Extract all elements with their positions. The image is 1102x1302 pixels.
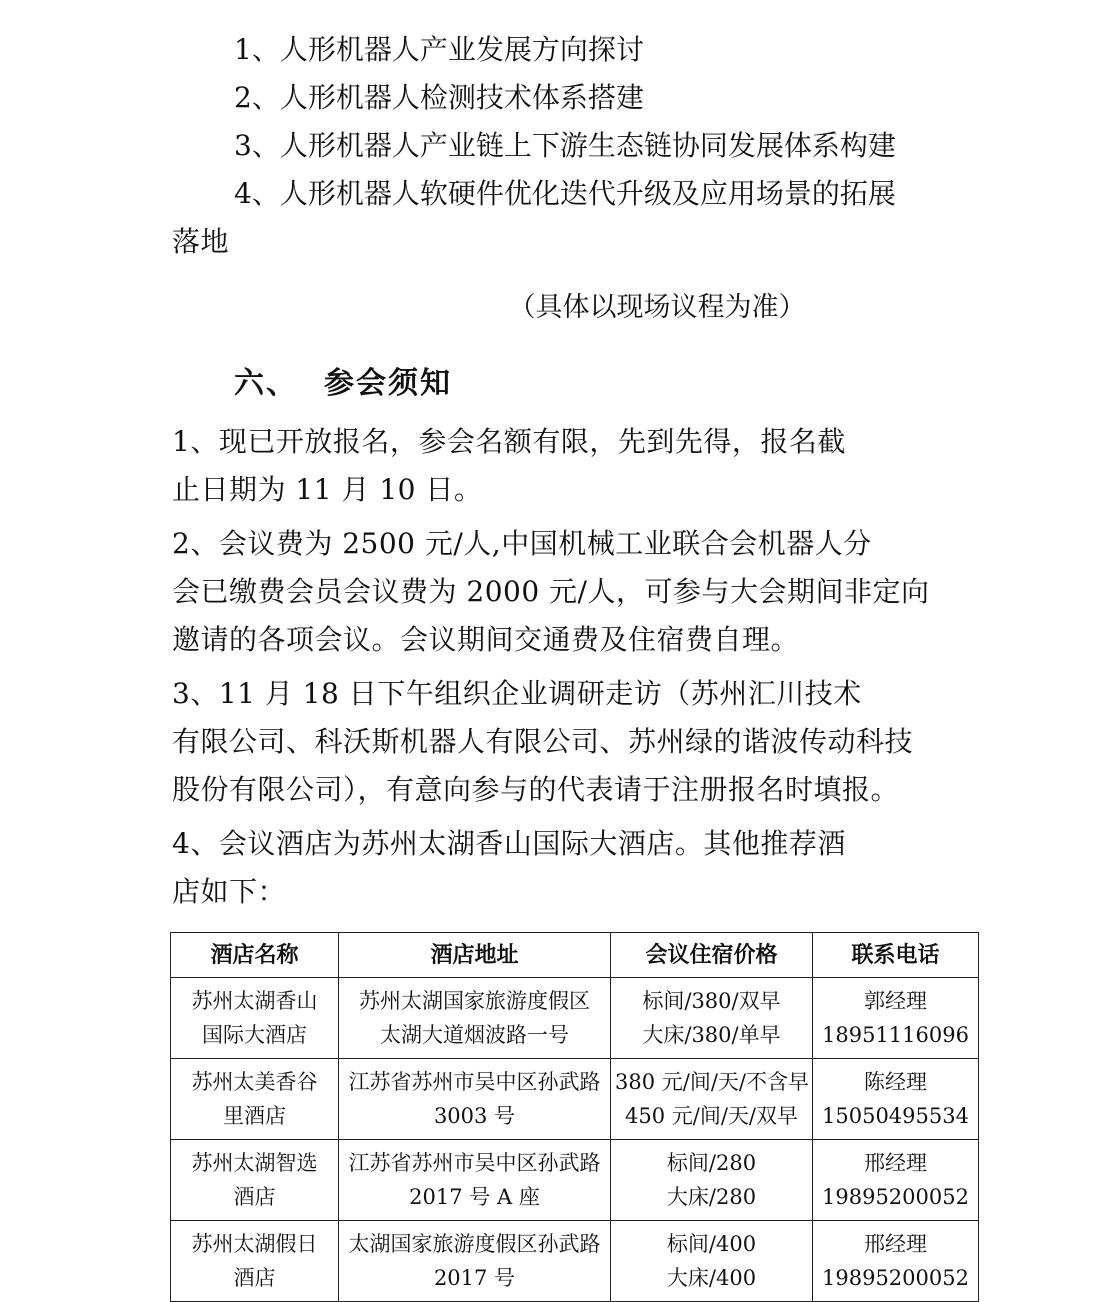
table-row xyxy=(171,1221,979,1302)
notice-1-line-2: 止日期为 11 月 10 日。 xyxy=(172,473,483,506)
cell-hotel-name: 苏州太湖假日 酒店 xyxy=(171,1221,339,1302)
notice-3-line-1: 3、11 月 18 日下午组织企业调研走访（苏州汇川技术 xyxy=(172,677,862,710)
cell-price: 标间/280 大床/280 xyxy=(611,1140,813,1221)
notice-1-line-1: 1、现已开放报名，参会名额有限，先到先得，报名截 xyxy=(172,425,846,458)
notice-2 xyxy=(172,520,962,664)
notice-2-line-3: 邀请的各项会议。会议期间交通费及住宿费自理。 xyxy=(172,623,800,656)
notice-3-line-3: 股份有限公司），有意向参与的代表请于注册报名时填报。 xyxy=(172,773,900,806)
cell-contact: 邢经理 19895200052 xyxy=(813,1221,979,1302)
notice-1 xyxy=(172,418,962,514)
cell-hotel-name: 苏州太美香谷 里酒店 xyxy=(171,1059,339,1140)
hotel-table xyxy=(170,932,979,1302)
cell-price: 380 元/间/天/不含早 450 元/间/天/双早 xyxy=(611,1059,813,1140)
cell-contact: 邢经理 19895200052 xyxy=(813,1140,979,1221)
cell-price: 标间/380/双早 大床/380/单早 xyxy=(611,978,813,1059)
notice-4-line-2: 店如下： xyxy=(172,875,287,908)
cell-hotel-address: 太湖国家旅游度假区孙武路 2017 号 xyxy=(339,1221,611,1302)
cell-hotel-address: 江苏省苏州市吴中区孙武路 2017 号 A 座 xyxy=(339,1140,611,1221)
section-heading-title: 参会须知 xyxy=(324,366,452,401)
table-row xyxy=(171,978,979,1059)
table-header-hotel-address: 酒店地址 xyxy=(339,933,611,978)
notice-3-line-2: 有限公司、科沃斯机器人有限公司、苏州绿的谐波传动科技 xyxy=(172,725,914,758)
agenda-note: （具体以现场议程为准） xyxy=(508,292,806,323)
cell-contact: 郭经理 18951116096 xyxy=(813,978,979,1059)
notice-2-line-2: 会已缴费会员会议费为 2000 元/人，可参与大会期间非定向 xyxy=(172,575,930,608)
table-row xyxy=(171,1059,979,1140)
cell-hotel-address: 苏州太湖国家旅游度假区 太湖大道烟波路一号 xyxy=(339,978,611,1059)
agenda-item-4-continuation: 落地 xyxy=(172,225,230,258)
table-header-hotel-name: 酒店名称 xyxy=(171,933,339,978)
table-header-row xyxy=(171,933,979,978)
notice-2-line-1: 2、会议费为 2500 元/人,中国机械工业联合会机器人分 xyxy=(172,527,872,560)
cell-price: 标间/400 大床/400 xyxy=(611,1221,813,1302)
table-header-price: 会议住宿价格 xyxy=(611,933,813,978)
notice-3 xyxy=(172,670,962,814)
table-header-phone: 联系电话 xyxy=(813,933,979,978)
cell-hotel-name: 苏州太湖智选 酒店 xyxy=(171,1140,339,1221)
agenda-item-4: 4、人形机器人软硬件优化迭代升级及应用场景的拓展 xyxy=(234,177,896,210)
notice-4-line-1: 4、会议酒店为苏州太湖香山国际大酒店。其他推荐酒 xyxy=(172,827,846,860)
cell-hotel-address: 江苏省苏州市吴中区孙武路 3003 号 xyxy=(339,1059,611,1140)
agenda-item-2: 2、人形机器人检测技术体系搭建 xyxy=(234,81,644,114)
cell-hotel-name: 苏州太湖香山 国际大酒店 xyxy=(171,978,339,1059)
agenda-item-3: 3、人形机器人产业链上下游生态链协同发展体系构建 xyxy=(234,129,896,162)
cell-contact: 陈经理 15050495534 xyxy=(813,1059,979,1140)
agenda-item-1: 1、人形机器人产业发展方向探讨 xyxy=(234,33,644,66)
document-body xyxy=(172,26,969,1302)
table-row xyxy=(171,1140,979,1221)
notice-4 xyxy=(172,820,962,916)
section-heading xyxy=(172,360,962,408)
section-heading-number: 六、 xyxy=(234,366,298,401)
